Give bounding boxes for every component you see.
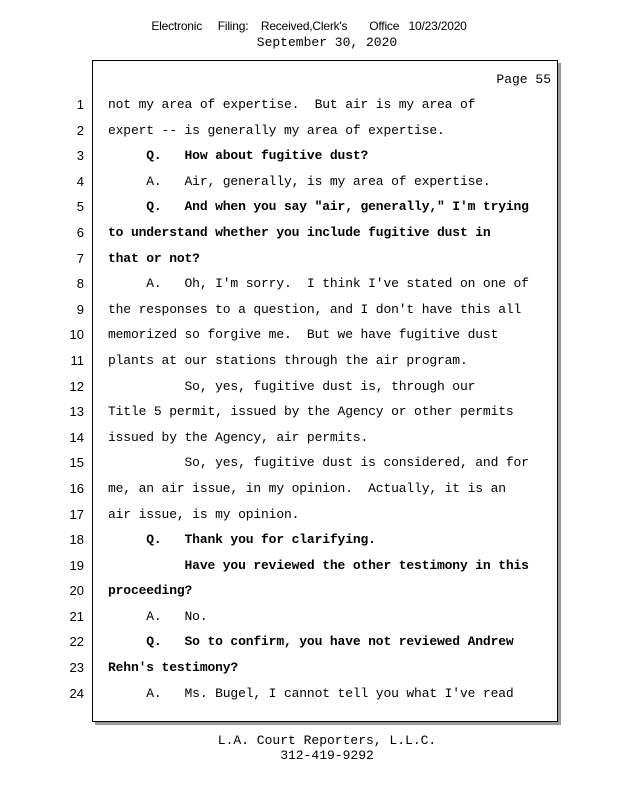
transcript-line: A. Oh, I'm sorry. I think I've stated on one of bbox=[108, 276, 529, 292]
transcript-line: memorized so forgive me. But we have fugitive dust bbox=[108, 327, 499, 343]
line-number: 9 bbox=[76, 301, 84, 317]
line-number: 11 bbox=[70, 352, 84, 368]
line-number: 22 bbox=[69, 634, 84, 650]
transcript-line: A. Air, generally, is my area of expertise. bbox=[108, 173, 491, 189]
line-number: 10 bbox=[69, 327, 84, 343]
line-number: 17 bbox=[69, 506, 84, 522]
transcript-line: air issue, is my opinion. bbox=[108, 506, 300, 522]
line-number: 8 bbox=[76, 276, 84, 292]
line-number: 1 bbox=[76, 97, 84, 112]
line-number: 7 bbox=[76, 250, 84, 266]
page-number: Page 55 bbox=[496, 72, 551, 87]
line-number: 2 bbox=[76, 122, 84, 138]
transcript-line: me, an air issue, in my opinion. Actually, it is an bbox=[108, 480, 506, 496]
transcript-line: the responses to a question, and I don't have this all bbox=[108, 301, 522, 317]
transcript-date: September 30, 2020 bbox=[256, 35, 398, 50]
line-number: 23 bbox=[69, 660, 84, 676]
transcript-line: issued by the Agency, air permits. bbox=[108, 429, 369, 445]
transcript-line: A. No. bbox=[108, 608, 208, 624]
transcript-line: A. Ms. Bugel, I cannot tell you what I've read bbox=[108, 685, 514, 701]
transcript-line: Q. So to confirm, you have not reviewed Andrew bbox=[108, 634, 514, 650]
transcript-line: So, yes, fugitive dust is, through our bbox=[108, 378, 476, 394]
transcript-line: Rehn's testimony? bbox=[108, 660, 239, 676]
line-number: 16 bbox=[69, 480, 84, 496]
line-number: 21 bbox=[69, 608, 84, 624]
line-number: 12 bbox=[69, 378, 84, 394]
transcript-line: plants at our stations through the air program. bbox=[108, 352, 468, 368]
line-number: 20 bbox=[69, 583, 84, 599]
line-number: 4 bbox=[76, 173, 84, 189]
transcript-line: Q. How about fugitive dust? bbox=[108, 148, 369, 164]
transcript-line: Have you reviewed the other testimony in this bbox=[108, 557, 529, 573]
line-number: 14 bbox=[69, 429, 84, 445]
court-reporter-phone: 312-419-9292 bbox=[280, 748, 374, 763]
line-number: 18 bbox=[69, 532, 84, 548]
transcript-line: proceeding? bbox=[108, 583, 193, 599]
transcript-line: not my area of expertise. But air is my area of bbox=[108, 97, 476, 112]
transcript-line: Title 5 permit, issued by the Agency or other permits bbox=[108, 404, 514, 420]
line-number: 15 bbox=[69, 455, 84, 471]
line-number: 5 bbox=[76, 199, 84, 215]
transcript-line: that or not? bbox=[108, 250, 200, 266]
line-number: 19 bbox=[69, 557, 84, 573]
line-number: 6 bbox=[76, 224, 84, 240]
line-number: 3 bbox=[76, 148, 84, 164]
transcript-line: Q. And when you say "air, generally," I'm trying bbox=[108, 199, 529, 215]
filing-stamp: Electronic Filing: Received,Clerk's Office 10/23/2020 bbox=[151, 19, 467, 33]
court-reporter-name: L.A. Court Reporters, L.L.C. bbox=[217, 733, 437, 748]
line-number: 13 bbox=[69, 404, 84, 420]
transcript-line: So, yes, fugitive dust is considered, and for bbox=[108, 455, 529, 471]
transcript-line: Q. Thank you for clarifying. bbox=[108, 532, 376, 548]
line-number-column bbox=[60, 92, 84, 706]
line-number: 24 bbox=[69, 685, 84, 701]
transcript-body bbox=[108, 92, 548, 706]
transcript-line: expert -- is generally my area of expertise. bbox=[108, 122, 445, 138]
transcript-line: to understand whether you include fugitive dust in bbox=[108, 224, 491, 240]
